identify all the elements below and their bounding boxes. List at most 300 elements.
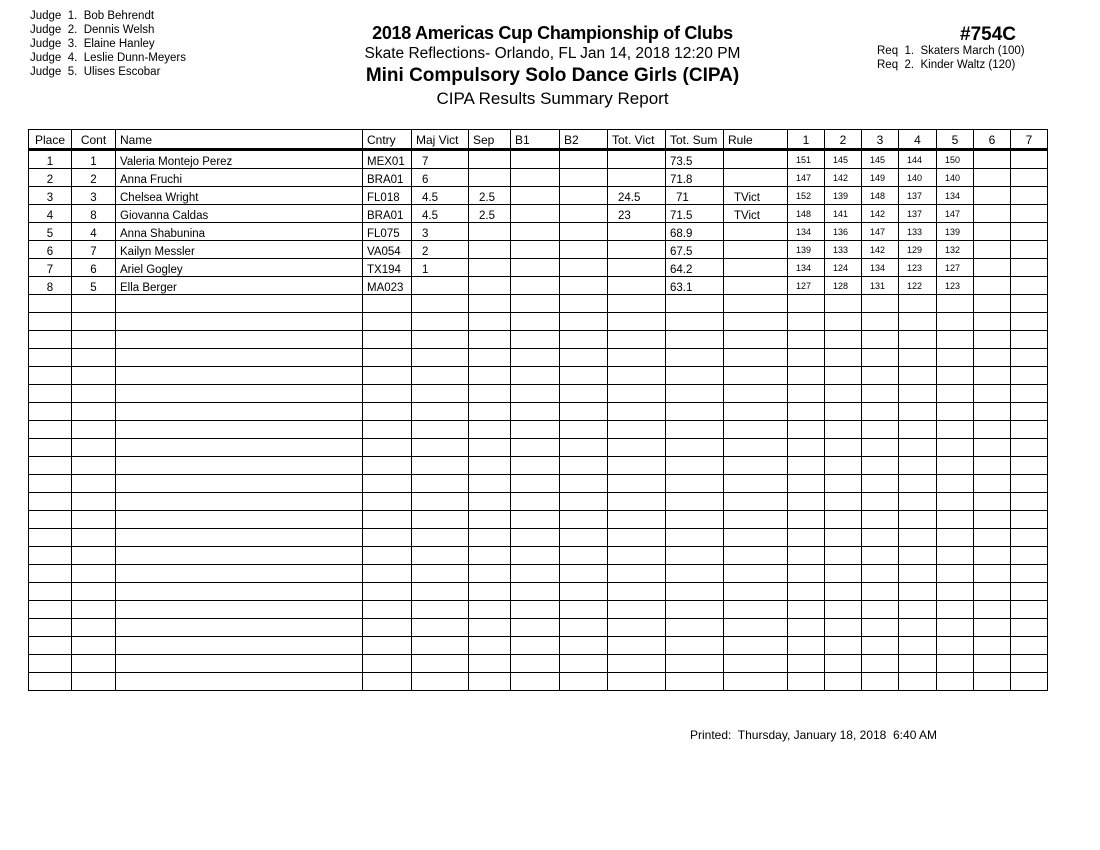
- empty-cell: [469, 403, 511, 421]
- empty-cell: [72, 331, 116, 349]
- empty-cell: [899, 331, 937, 349]
- empty-cell: [724, 385, 788, 403]
- cell-b2: [560, 205, 608, 223]
- empty-cell: [412, 349, 469, 367]
- empty-cell: [974, 403, 1011, 421]
- empty-cell: [724, 619, 788, 637]
- empty-cell: [825, 655, 862, 673]
- empty-cell: [363, 511, 412, 529]
- empty-cell: [363, 565, 412, 583]
- empty-cell: [412, 457, 469, 475]
- cell-b2: [560, 223, 608, 241]
- cell-tot-vict: [608, 277, 666, 295]
- cell-rule: [724, 259, 788, 277]
- empty-cell: [788, 313, 825, 331]
- empty-cell: [825, 367, 862, 385]
- empty-cell: [1011, 511, 1048, 529]
- empty-cell: [862, 583, 899, 601]
- empty-table-row: [29, 475, 1048, 493]
- cell-b2: [560, 169, 608, 187]
- empty-cell: [608, 529, 666, 547]
- empty-cell: [116, 511, 363, 529]
- empty-cell: [862, 457, 899, 475]
- empty-cell: [788, 331, 825, 349]
- empty-cell: [862, 547, 899, 565]
- cell-name: Valeria Montejo Perez: [116, 150, 363, 169]
- empty-cell: [412, 385, 469, 403]
- empty-cell: [937, 601, 974, 619]
- venue-line: Skate Reflections- Orlando, FL Jan 14, 2018 12:20 PM: [364, 45, 741, 62]
- empty-cell: [862, 493, 899, 511]
- empty-cell: [412, 421, 469, 439]
- table-row: [29, 241, 1048, 259]
- cell-b1: [511, 150, 560, 169]
- cell-sep: [469, 169, 511, 187]
- empty-cell: [825, 529, 862, 547]
- empty-cell: [511, 349, 560, 367]
- empty-cell: [469, 511, 511, 529]
- cell-judge-3: 145: [862, 150, 899, 169]
- empty-cell: [974, 349, 1011, 367]
- cell-b1: [511, 241, 560, 259]
- empty-cell: [937, 637, 974, 655]
- cell-sep: 2.5: [469, 205, 511, 223]
- empty-cell: [363, 331, 412, 349]
- cell-tot-vict: 24.5: [608, 187, 666, 205]
- cell-cont: 1: [72, 150, 116, 169]
- empty-cell: [72, 583, 116, 601]
- empty-cell: [862, 673, 899, 691]
- empty-cell: [899, 619, 937, 637]
- cell-name: Giovanna Caldas: [116, 205, 363, 223]
- cell-tot-sum: 71.8: [666, 169, 724, 187]
- cell-place: 6: [29, 241, 72, 259]
- cell-tot-sum: 63.1: [666, 277, 724, 295]
- empty-cell: [29, 637, 72, 655]
- cell-judge-2: 128: [825, 277, 862, 295]
- empty-cell: [72, 565, 116, 583]
- empty-cell: [899, 673, 937, 691]
- cell-b2: [560, 187, 608, 205]
- empty-cell: [788, 439, 825, 457]
- cell-judge-7: [1011, 150, 1048, 169]
- empty-cell: [469, 547, 511, 565]
- cell-tot-sum: 71: [666, 187, 724, 205]
- empty-cell: [608, 547, 666, 565]
- empty-cell: [72, 673, 116, 691]
- empty-cell: [974, 601, 1011, 619]
- cell-cont: 6: [72, 259, 116, 277]
- empty-cell: [560, 493, 608, 511]
- table-row: [29, 277, 1048, 295]
- empty-cell: [1011, 475, 1048, 493]
- empty-cell: [899, 529, 937, 547]
- cell-judge-1: 134: [788, 259, 825, 277]
- empty-cell: [560, 331, 608, 349]
- cell-maj-vict: [412, 277, 469, 295]
- empty-cell: [116, 655, 363, 673]
- cell-b2: [560, 277, 608, 295]
- column-header-judge-1: 1: [788, 130, 825, 150]
- empty-cell: [825, 295, 862, 313]
- cell-b2: [560, 241, 608, 259]
- empty-cell: [412, 367, 469, 385]
- empty-cell: [29, 475, 72, 493]
- empty-cell: [788, 475, 825, 493]
- empty-cell: [724, 511, 788, 529]
- empty-cell: [363, 637, 412, 655]
- empty-cell: [363, 547, 412, 565]
- column-header-sep: Sep: [469, 130, 511, 150]
- empty-cell: [608, 439, 666, 457]
- empty-cell: [116, 385, 363, 403]
- cell-rule: [724, 169, 788, 187]
- empty-cell: [788, 349, 825, 367]
- empty-cell: [724, 457, 788, 475]
- empty-cell: [560, 313, 608, 331]
- column-header-judge-3: 3: [862, 130, 899, 150]
- empty-cell: [666, 421, 724, 439]
- empty-cell: [511, 403, 560, 421]
- empty-cell: [363, 295, 412, 313]
- cell-tot-vict: [608, 223, 666, 241]
- empty-cell: [862, 367, 899, 385]
- empty-cell: [412, 547, 469, 565]
- empty-cell: [511, 331, 560, 349]
- empty-cell: [116, 349, 363, 367]
- empty-cell: [29, 619, 72, 637]
- empty-cell: [363, 385, 412, 403]
- cell-cntry: TX194: [363, 259, 412, 277]
- empty-cell: [788, 565, 825, 583]
- empty-cell: [412, 619, 469, 637]
- empty-cell: [899, 457, 937, 475]
- empty-cell: [666, 457, 724, 475]
- empty-cell: [29, 511, 72, 529]
- empty-cell: [1011, 529, 1048, 547]
- table-row: [29, 223, 1048, 241]
- empty-cell: [666, 637, 724, 655]
- empty-cell: [862, 439, 899, 457]
- empty-cell: [899, 475, 937, 493]
- empty-cell: [29, 673, 72, 691]
- empty-cell: [1011, 349, 1048, 367]
- empty-cell: [974, 439, 1011, 457]
- empty-cell: [560, 673, 608, 691]
- empty-cell: [788, 583, 825, 601]
- empty-cell: [974, 565, 1011, 583]
- judge-1: Judge 1. Bob Behrendt: [30, 10, 155, 22]
- empty-cell: [666, 367, 724, 385]
- empty-cell: [666, 583, 724, 601]
- empty-cell: [511, 439, 560, 457]
- cell-maj-vict: 3: [412, 223, 469, 241]
- cell-name: Anna Fruchi: [116, 169, 363, 187]
- cell-place: 4: [29, 205, 72, 223]
- empty-cell: [666, 493, 724, 511]
- empty-cell: [29, 385, 72, 403]
- cell-sep: [469, 150, 511, 169]
- empty-cell: [788, 295, 825, 313]
- empty-cell: [116, 313, 363, 331]
- empty-cell: [1011, 439, 1048, 457]
- cell-judge-5: 127: [937, 259, 974, 277]
- cell-name: Chelsea Wright: [116, 187, 363, 205]
- cell-judge-2: 142: [825, 169, 862, 187]
- empty-cell: [469, 655, 511, 673]
- empty-cell: [788, 673, 825, 691]
- empty-cell: [29, 655, 72, 673]
- empty-cell: [511, 313, 560, 331]
- empty-cell: [363, 439, 412, 457]
- cell-b1: [511, 187, 560, 205]
- empty-cell: [469, 295, 511, 313]
- empty-cell: [974, 511, 1011, 529]
- results-table: [28, 129, 1048, 691]
- column-header-tot-vict: Tot. Vict: [608, 130, 666, 150]
- empty-cell: [560, 637, 608, 655]
- cell-sep: [469, 241, 511, 259]
- empty-cell: [1011, 385, 1048, 403]
- empty-cell: [724, 583, 788, 601]
- cell-cont: 8: [72, 205, 116, 223]
- empty-cell: [363, 601, 412, 619]
- empty-cell: [974, 385, 1011, 403]
- empty-cell: [72, 601, 116, 619]
- cell-judge-4: 137: [899, 205, 937, 223]
- empty-cell: [1011, 493, 1048, 511]
- empty-cell: [469, 421, 511, 439]
- empty-cell: [560, 421, 608, 439]
- cell-cont: 7: [72, 241, 116, 259]
- cell-judge-6: [974, 241, 1011, 259]
- cell-b1: [511, 205, 560, 223]
- cell-judge-6: [974, 277, 1011, 295]
- empty-cell: [469, 331, 511, 349]
- empty-cell: [937, 349, 974, 367]
- column-header-maj-vict: Maj Vict: [412, 130, 469, 150]
- empty-table-row: [29, 637, 1048, 655]
- empty-cell: [1011, 655, 1048, 673]
- empty-cell: [974, 367, 1011, 385]
- empty-cell: [72, 295, 116, 313]
- column-header-judge-2: 2: [825, 130, 862, 150]
- empty-cell: [412, 493, 469, 511]
- empty-cell: [469, 637, 511, 655]
- empty-cell: [1011, 637, 1048, 655]
- empty-cell: [899, 655, 937, 673]
- empty-cell: [72, 637, 116, 655]
- cell-judge-7: [1011, 169, 1048, 187]
- empty-cell: [511, 601, 560, 619]
- empty-cell: [724, 367, 788, 385]
- empty-cell: [608, 385, 666, 403]
- cell-tot-vict: [608, 241, 666, 259]
- empty-table-row: [29, 547, 1048, 565]
- cell-judge-3: 134: [862, 259, 899, 277]
- empty-cell: [974, 295, 1011, 313]
- empty-cell: [862, 565, 899, 583]
- empty-cell: [72, 367, 116, 385]
- empty-cell: [560, 619, 608, 637]
- empty-cell: [412, 637, 469, 655]
- cell-tot-sum: 68.9: [666, 223, 724, 241]
- cell-judge-1: 148: [788, 205, 825, 223]
- empty-cell: [825, 565, 862, 583]
- empty-cell: [29, 313, 72, 331]
- empty-cell: [974, 457, 1011, 475]
- empty-cell: [937, 475, 974, 493]
- empty-cell: [72, 439, 116, 457]
- empty-cell: [666, 295, 724, 313]
- empty-cell: [724, 637, 788, 655]
- cell-judge-7: [1011, 259, 1048, 277]
- empty-cell: [412, 529, 469, 547]
- table-row: [29, 169, 1048, 187]
- cell-place: 2: [29, 169, 72, 187]
- empty-cell: [560, 547, 608, 565]
- empty-cell: [29, 331, 72, 349]
- empty-cell: [666, 619, 724, 637]
- cell-place: 5: [29, 223, 72, 241]
- empty-cell: [511, 511, 560, 529]
- empty-cell: [788, 385, 825, 403]
- empty-cell: [469, 313, 511, 331]
- event-name: Mini Compulsory Solo Dance Girls (CIPA): [365, 65, 740, 86]
- empty-cell: [608, 313, 666, 331]
- empty-cell: [608, 403, 666, 421]
- empty-cell: [116, 637, 363, 655]
- empty-cell: [724, 439, 788, 457]
- cell-judge-1: 134: [788, 223, 825, 241]
- empty-cell: [608, 421, 666, 439]
- empty-cell: [412, 295, 469, 313]
- empty-table-row: [29, 565, 1048, 583]
- empty-cell: [469, 385, 511, 403]
- column-header-b1: B1: [511, 130, 560, 150]
- cell-cont: 5: [72, 277, 116, 295]
- empty-cell: [899, 295, 937, 313]
- cell-tot-sum: 67.5: [666, 241, 724, 259]
- cell-judge-5: 140: [937, 169, 974, 187]
- empty-cell: [724, 493, 788, 511]
- empty-cell: [116, 367, 363, 385]
- cell-rule: [724, 241, 788, 259]
- empty-cell: [511, 385, 560, 403]
- empty-cell: [363, 619, 412, 637]
- empty-cell: [560, 565, 608, 583]
- cell-judge-7: [1011, 205, 1048, 223]
- empty-cell: [608, 493, 666, 511]
- empty-cell: [608, 511, 666, 529]
- empty-cell: [116, 403, 363, 421]
- cell-judge-4: 122: [899, 277, 937, 295]
- empty-cell: [560, 439, 608, 457]
- empty-cell: [666, 511, 724, 529]
- empty-cell: [116, 529, 363, 547]
- table-row: [29, 150, 1048, 169]
- empty-cell: [862, 601, 899, 619]
- empty-cell: [974, 673, 1011, 691]
- column-header-name: Name: [116, 130, 363, 150]
- empty-cell: [1011, 367, 1048, 385]
- empty-table-row: [29, 511, 1048, 529]
- empty-cell: [511, 457, 560, 475]
- empty-cell: [560, 583, 608, 601]
- empty-cell: [511, 295, 560, 313]
- empty-cell: [511, 583, 560, 601]
- cell-judge-7: [1011, 277, 1048, 295]
- empty-table-row: [29, 295, 1048, 313]
- empty-cell: [363, 655, 412, 673]
- cell-b2: [560, 150, 608, 169]
- empty-cell: [412, 565, 469, 583]
- empty-cell: [825, 349, 862, 367]
- empty-cell: [899, 637, 937, 655]
- empty-cell: [469, 367, 511, 385]
- empty-cell: [666, 403, 724, 421]
- empty-cell: [862, 421, 899, 439]
- empty-cell: [825, 547, 862, 565]
- cell-judge-4: 129: [899, 241, 937, 259]
- empty-cell: [788, 367, 825, 385]
- empty-cell: [469, 619, 511, 637]
- column-header-cont: Cont: [72, 130, 116, 150]
- cell-place: 1: [29, 150, 72, 169]
- cell-cntry: MEX01: [363, 150, 412, 169]
- cell-judge-6: [974, 169, 1011, 187]
- empty-table-row: [29, 529, 1048, 547]
- empty-cell: [724, 403, 788, 421]
- empty-cell: [511, 673, 560, 691]
- empty-table-row: [29, 313, 1048, 331]
- empty-cell: [937, 313, 974, 331]
- empty-table-row: [29, 385, 1048, 403]
- empty-cell: [116, 583, 363, 601]
- cell-cntry: VA054: [363, 241, 412, 259]
- empty-cell: [937, 583, 974, 601]
- empty-cell: [469, 583, 511, 601]
- empty-cell: [974, 331, 1011, 349]
- empty-cell: [1011, 457, 1048, 475]
- empty-cell: [72, 457, 116, 475]
- empty-table-row: [29, 583, 1048, 601]
- empty-cell: [608, 673, 666, 691]
- empty-cell: [1011, 583, 1048, 601]
- empty-cell: [412, 655, 469, 673]
- empty-cell: [862, 403, 899, 421]
- empty-cell: [862, 619, 899, 637]
- cell-b1: [511, 259, 560, 277]
- report-name: CIPA Results Summary Report: [436, 89, 669, 108]
- empty-cell: [862, 655, 899, 673]
- empty-cell: [666, 547, 724, 565]
- empty-cell: [1011, 565, 1048, 583]
- empty-cell: [724, 331, 788, 349]
- empty-cell: [666, 385, 724, 403]
- empty-cell: [825, 583, 862, 601]
- cell-judge-3: 142: [862, 205, 899, 223]
- empty-table-row: [29, 619, 1048, 637]
- cell-judge-5: 139: [937, 223, 974, 241]
- empty-cell: [412, 511, 469, 529]
- empty-table-row: [29, 457, 1048, 475]
- empty-cell: [72, 421, 116, 439]
- empty-cell: [899, 403, 937, 421]
- empty-cell: [825, 421, 862, 439]
- cell-place: 8: [29, 277, 72, 295]
- empty-cell: [937, 673, 974, 691]
